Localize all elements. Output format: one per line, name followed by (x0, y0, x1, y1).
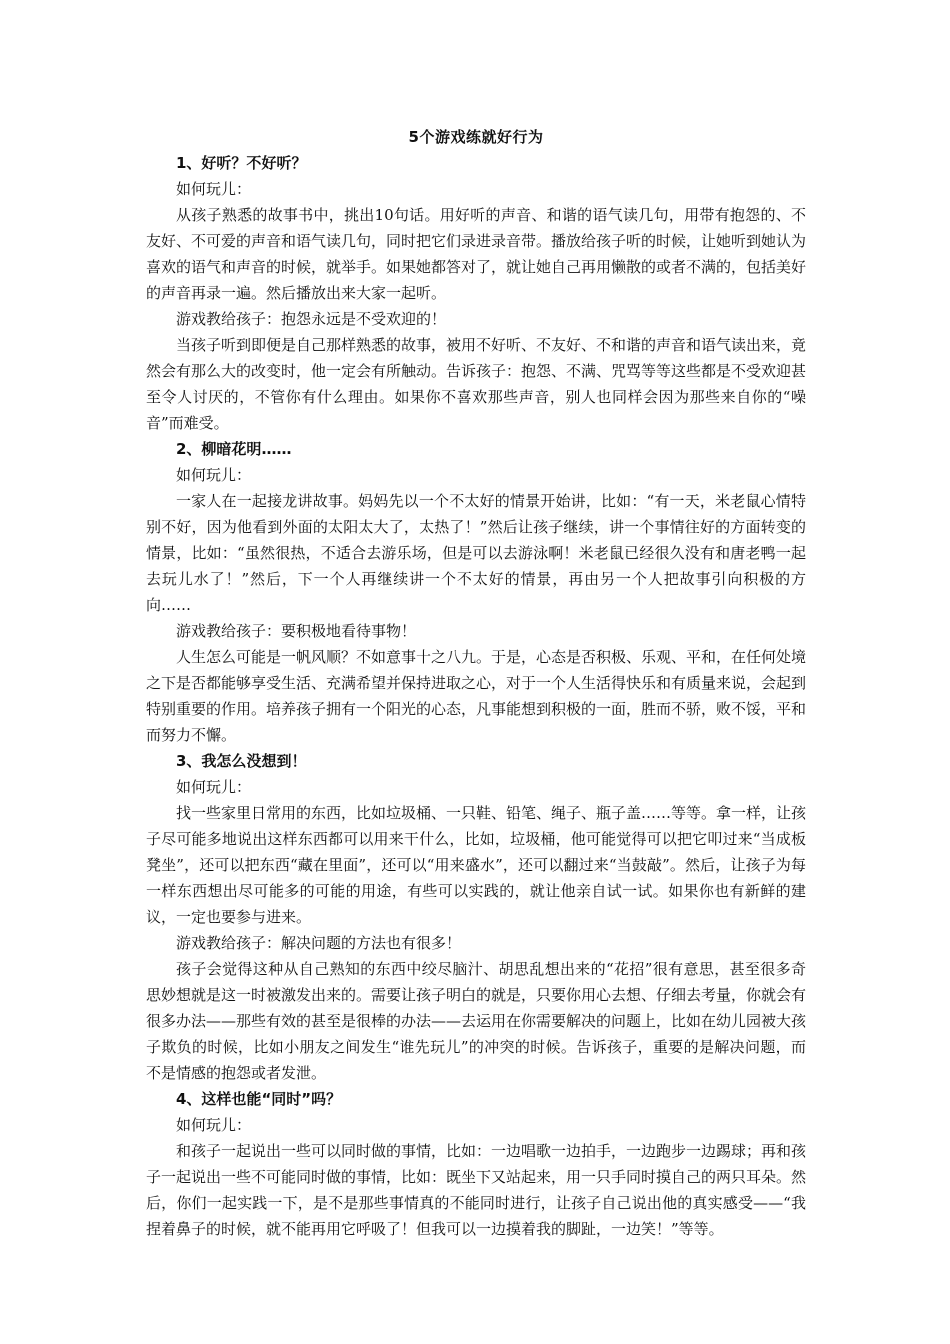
section-2 (146, 436, 806, 748)
section-3 (146, 748, 806, 1086)
section-4 (146, 1086, 806, 1242)
how-to-play-text: 和孩子一起说出一些可以同时做的事情，比如：一边唱歌一边拍手，一边跑步一边踢球；再和孩子一起说出一些不可能同时做的事情，比如：既坐下又站起来，用一只手同时摸自己的两只耳朵。然后，你们一起实践一下，是不是那些事情真的不能同时进行，让孩子自己说出他的真实感受——“我捏着鼻子的时候，就不能再用它呼吸了！但我可以一边摸着我的脚趾，一边笑！”等等。 (146, 1142, 807, 1238)
explanation-text: 当孩子听到即便是自己那样熟悉的故事，被用不好听、不友好、不和谐的声音和语气读出来，竟然会有那么大的改变时，他一定会有所触动。告诉孩子：抱怨、不满、咒骂等等这些都是不受欢迎甚至令人讨厌的，不管你有什么理由。如果你不喜欢那些声音，别人也同样会因为那些来自你的“噪音”而难受。 (146, 336, 807, 432)
section-heading: 3、我怎么没想到！ (176, 752, 307, 770)
lesson-line: 游戏教给孩子：要积极地看待事物！ (176, 622, 417, 640)
how-to-play-text: 找一些家里日常用的东西，比如垃圾桶、一只鞋、铅笔、绳子、瓶子盖……等等。拿一样，让孩子尽可能多地说出这样东西都可以用来干什么，比如，垃圾桶，他可能觉得可以把它叩过来“当成板凳坐”，还可以把东西“藏在里面”，还可以“用来盛水”，还可以翻过来“当鼓敲”。然后，让孩子为每一样东西想出尽可能多的可能的用途，有些可以实践的，就让他亲自试一试。如果你也有新鲜的建议，一定也要参与进来。 (146, 804, 807, 926)
explanation-text: 人生怎么可能是一帆风顺？不如意事十之八九。于是，心态是否积极、乐观、平和，在任何处境之下是否都能够享受生活、充满希望并保持进取之心，对于一个人生活得快乐和有质量来说，会起到特别重要的作用。培养孩子拥有一个阳光的心态，凡事能想到积极的一面，胜而不骄，败不馁，平和而努力不懈。 (146, 648, 807, 744)
how-to-play-text: 一家人在一起接龙讲故事。妈妈先以一个不太好的情景开始讲，比如：“有一天，米老鼠心情特别不好，因为他看到外面的太阳太大了，太热了！”然后让孩子继续，讲一个事情往好的方面转变的情景，比如：“虽然很热，不适合去游乐场，但是可以去游泳啊！米老鼠已经很久没有和唐老鸭一起去玩儿水了！”然后，下一个人再继续讲一个不太好的情景，再由另一个人把故事引向积极的方向…… (146, 492, 806, 614)
section-heading: 1、好听？不好听？ (176, 154, 307, 172)
how-to-play-label: 如何玩儿： (176, 778, 252, 796)
how-to-play-text: 从孩子熟悉的故事书中，挑出10句话。用好听的声音、和谐的语气读几句，用带有抱怨的、不友好、不可爱的声音和语气读几句，同时把它们录进录音带。播放给孩子听的时候，让她听到她认为喜欢的语气和声音的时候，就举手。如果她都答对了，就让她自己再用懒散的或者不满的，包括美好的声音再录一遍。然后播放出来大家一起听。 (146, 206, 807, 302)
section-1 (146, 150, 806, 436)
lesson-line: 游戏教给孩子：解决问题的方法也有很多！ (176, 934, 462, 952)
how-to-play-label: 如何玩儿： (176, 466, 252, 484)
explanation-text: 孩子会觉得这种从自己熟知的东西中绞尽脑汁、胡思乱想出来的“花招”很有意思，甚至很多奇思妙想就是这一时被激发出来的。需要让孩子明白的就是，只要你用心去想、仔细去考量，你就会有很多办法——那些有效的甚至是很棒的办法——去运用在你需要解决的问题上，比如在幼儿园被大孩子欺负的时候，比如小朋友之间发生“谁先玩儿”的冲突的时候。告诉孩子，重要的是解决问题，而不是情感的抱怨或者发泄。 (146, 960, 807, 1082)
how-to-play-label: 如何玩儿： (176, 180, 252, 198)
document-title: 5个游戏练就好行为 (408, 128, 544, 146)
section-heading: 2、柳暗花明…… (176, 440, 292, 458)
how-to-play-label: 如何玩儿： (176, 1116, 252, 1134)
document-body (146, 126, 806, 1242)
section-heading: 4、这样也能“同时”吗？ (176, 1090, 342, 1108)
lesson-line: 游戏教给孩子：抱怨永远是不受欢迎的！ (176, 310, 447, 328)
